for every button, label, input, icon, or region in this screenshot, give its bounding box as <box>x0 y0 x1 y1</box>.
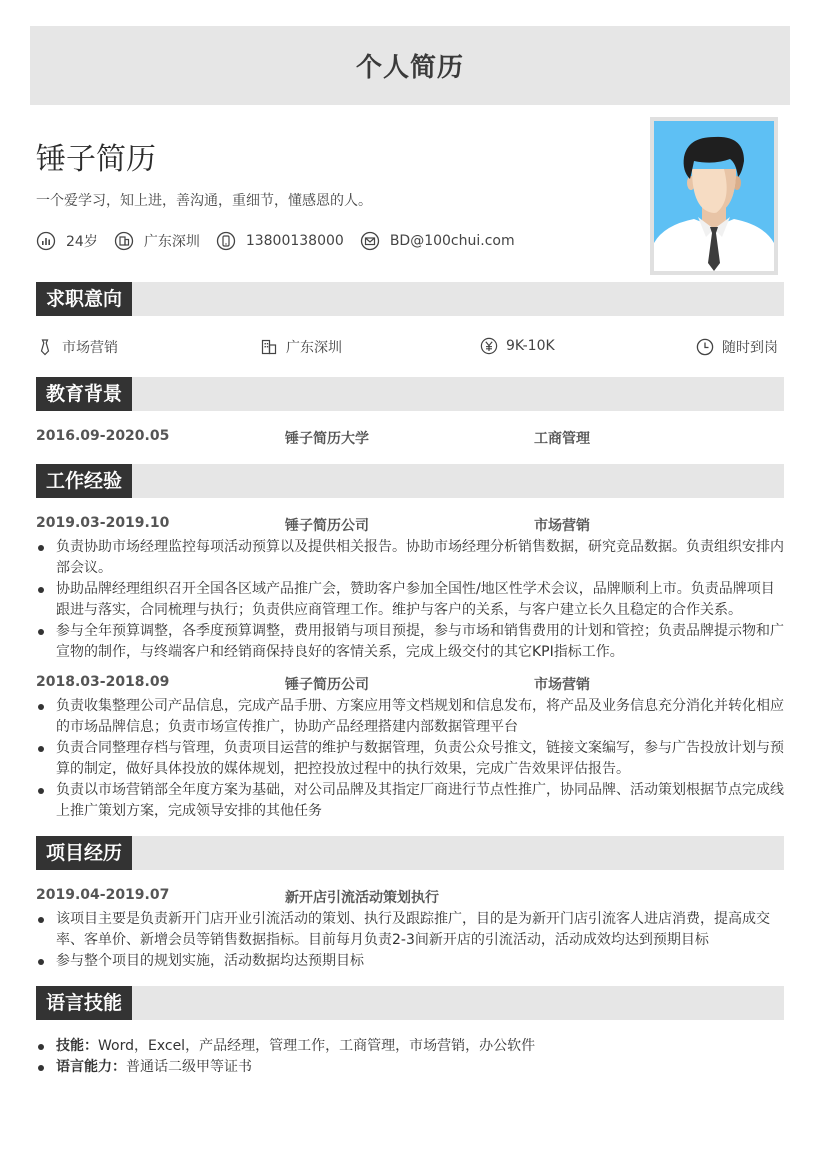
email-info <box>360 231 515 251</box>
work-period: 2018.03-2018.09 <box>36 674 170 690</box>
skill-label: 技能： <box>56 1038 98 1054</box>
location-text: 广东深圳 <box>143 234 200 250</box>
age-text: 24岁 <box>66 234 98 250</box>
skill-value: Word，Excel，产品经理，管理工作，工商管理，市场营销，办公软件 <box>98 1038 536 1054</box>
list-item: 协助品牌经理组织召开全国各区域产品推广会，赞助客户参加全国性/地区性学术会议，品牌顺利上市。负责品牌项目跟进与落实，合同梳理与执行；负责供应商管理工作。维护与客户的关系，与客户建立长久且稳定的合作关系。 <box>36 579 784 621</box>
skills-list <box>36 1036 784 1078</box>
candidate-name: 锤子简历 <box>36 142 156 177</box>
section-skills-title: 语言技能 <box>36 986 132 1020</box>
work-company: 锤子简历公司 <box>285 518 369 534</box>
location-icon <box>114 231 134 251</box>
work-duties-list <box>36 696 784 822</box>
list-item: 负责协助市场经理监控每项活动预算以及提供相关报告。协助市场经理分析销售数据，研究竞品数据。负责组织安排内部会议。 <box>36 537 784 579</box>
education-school: 锤子简历大学 <box>285 431 369 447</box>
intent-availability-text: 随时到岗 <box>722 340 778 356</box>
intent-position <box>36 337 118 357</box>
skill-item <box>36 1036 784 1057</box>
page-header <box>30 26 790 105</box>
section-education <box>36 377 784 411</box>
section-intent-title: 求职意向 <box>36 282 132 316</box>
project-name: 新开店引流活动策划执行 <box>285 890 439 906</box>
email-icon <box>360 231 380 251</box>
project-duties-list <box>36 909 784 972</box>
list-item: 负责合同整理存档与管理，负责项目运营的维护与数据管理，负责公众号推文，链接文案编写，参与广告投放计划与预算的制定，做好具体投放的媒体规划，把控投放过程中的执行效果，完成广告效果评估报告。 <box>36 738 784 780</box>
section-education-title: 教育背景 <box>36 377 132 411</box>
clock-icon <box>696 338 714 356</box>
list-item: 该项目主要是负责新开门店开业引流活动的策划、执行及跟踪推广，目的是为新开门店引流客人进店消费，提高成交率、客单价、新增会员等销售数据指标。目前每月负责2-3间新开店的引流活动，活动成效均达到预期目标 <box>36 909 784 951</box>
work-entry-header <box>36 515 784 535</box>
work-entry-header <box>36 674 784 694</box>
intent-row <box>36 337 784 359</box>
avatar <box>650 117 778 275</box>
phone-info <box>216 231 344 251</box>
language-value: 普通话二级甲等证书 <box>126 1059 252 1075</box>
work-period: 2019.03-2019.10 <box>36 515 170 531</box>
page-title: 个人简历 <box>355 53 464 83</box>
education-row <box>36 428 784 448</box>
project-period: 2019.04-2019.07 <box>36 887 170 903</box>
language-label: 语言能力： <box>56 1059 126 1075</box>
tie-icon <box>36 338 54 356</box>
intent-salary <box>480 337 555 355</box>
contact-info <box>36 231 531 251</box>
intent-city-text: 广东深圳 <box>286 340 342 356</box>
work-role: 市场营销 <box>534 518 590 534</box>
section-work <box>36 464 784 498</box>
section-project <box>36 836 784 870</box>
section-work-title: 工作经验 <box>36 464 132 498</box>
age-icon <box>36 231 56 251</box>
building-icon <box>260 338 278 356</box>
section-project-title: 项目经历 <box>36 836 132 870</box>
age-info <box>36 231 98 251</box>
yuan-icon <box>480 337 498 355</box>
candidate-motto: 一个爱学习，知上进，善沟通，重细节，懂感恩的人。 <box>36 193 372 209</box>
intent-salary-text: 9K-10K <box>506 338 555 354</box>
education-major: 工商管理 <box>534 431 590 447</box>
intent-availability <box>696 337 778 357</box>
location-info <box>114 231 200 251</box>
list-item: 负责以市场营销部全年度方案为基础，对公司品牌及其指定厂商进行节点性推广，协同品牌、活动策划根据节点完成线上推广策划方案，完成领导安排的其他任务 <box>36 780 784 822</box>
language-item <box>36 1057 784 1078</box>
list-item: 负责收集整理公司产品信息，完成产品手册、方案应用等文档规划和信息发布，将产品及业务信息充分消化并转化相应的市场品牌信息；负责市场宣传推广，协助产品经理搭建内部数据管理平台 <box>36 696 784 738</box>
work-role: 市场营销 <box>534 677 590 693</box>
email-text: BD@100chui.com <box>389 233 515 249</box>
section-skills <box>36 986 784 1020</box>
phone-text: 13800138000 <box>245 233 344 249</box>
education-period: 2016.09-2020.05 <box>36 428 170 444</box>
avatar-illustration <box>654 121 774 271</box>
phone-icon <box>216 231 236 251</box>
project-header <box>36 887 784 907</box>
work-company: 锤子简历公司 <box>285 677 369 693</box>
list-item: 参与全年预算调整，各季度预算调整，费用报销与项目预提，参与市场和销售费用的计划和管控；负责品牌提示物和广宣物的制作，与终端客户和经销商保持良好的客情关系，完成上级交付的其它KPI指标工作。 <box>36 621 784 663</box>
intent-city <box>260 337 342 357</box>
list-item: 参与整个项目的规划实施，活动数据均达预期目标 <box>36 951 784 972</box>
section-intent <box>36 282 784 316</box>
work-duties-list <box>36 537 784 663</box>
intent-position-text: 市场营销 <box>62 340 118 356</box>
